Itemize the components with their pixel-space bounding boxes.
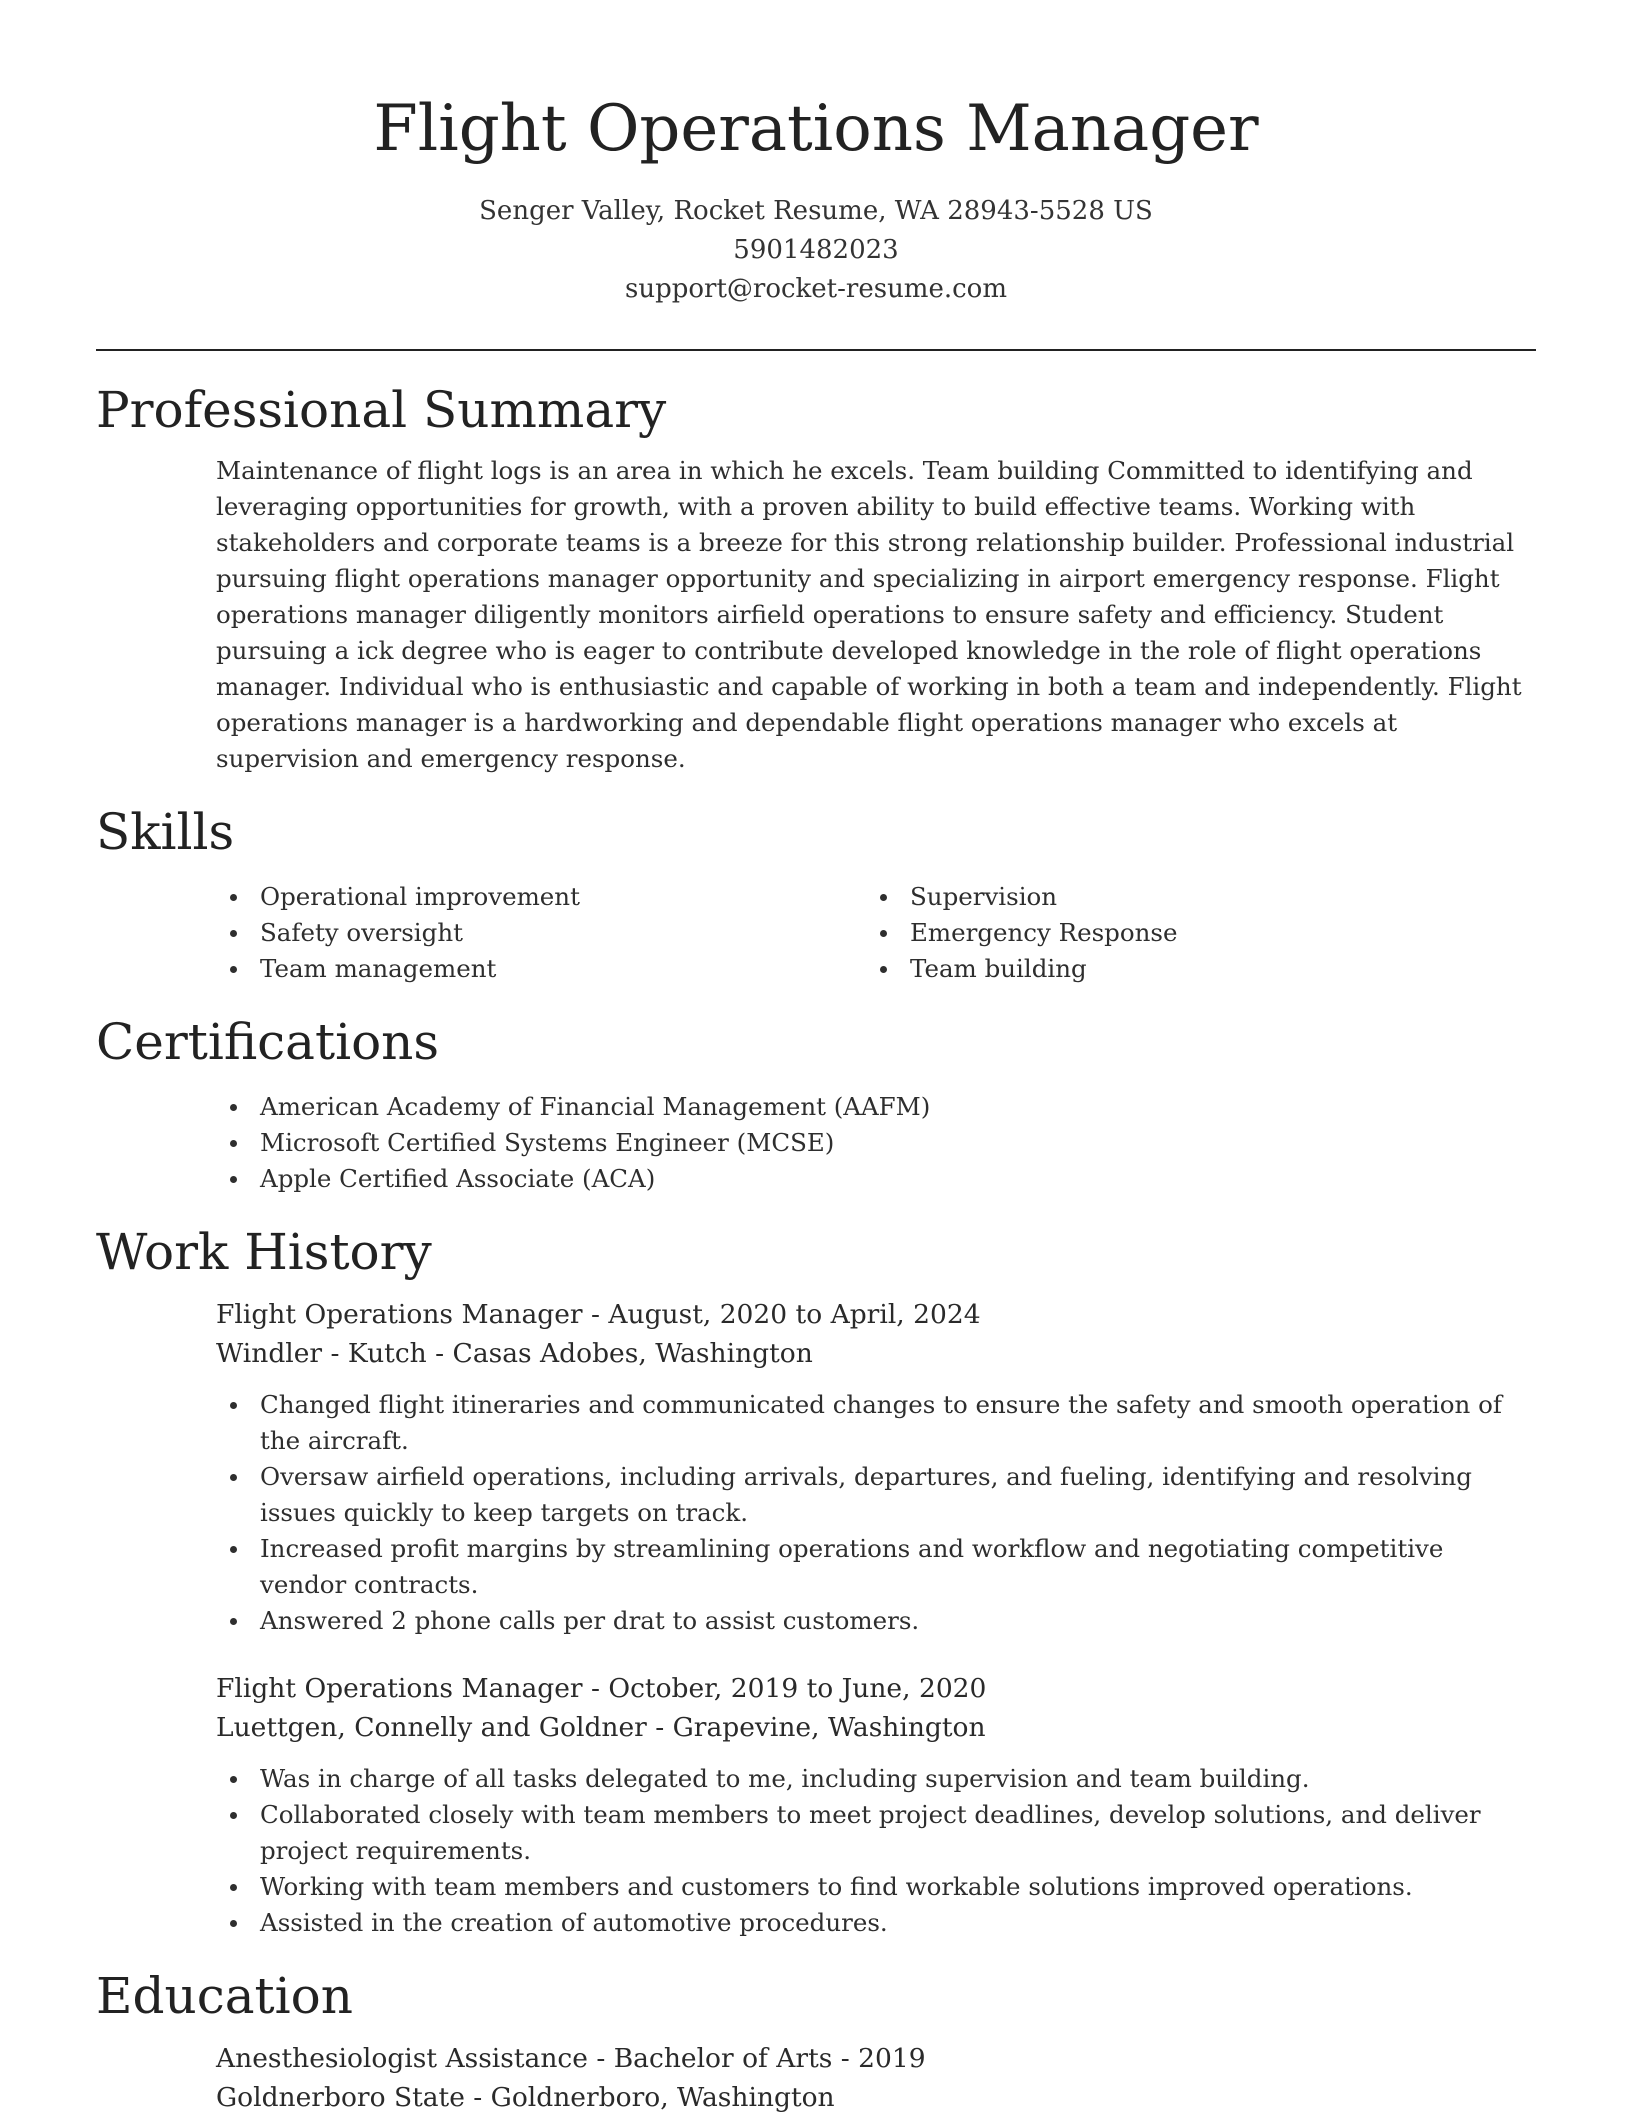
summary-section (96, 377, 1536, 777)
education-section (96, 1963, 1536, 2117)
job-employer: Luettgen, Connelly and Goldner - Grapevine, Washington (216, 1712, 986, 1743)
skills-right-column (866, 879, 1516, 987)
job-duties-list (216, 1387, 1536, 1639)
skills-columns (216, 879, 1536, 987)
job-entry (216, 1295, 1536, 1639)
job-duty-item: Oversaw airfield operations, including arrivals, departures, and fueling, identifying and resolving issues quickly to keep targets on track. (216, 1459, 1536, 1531)
certifications-section (96, 1009, 1536, 1197)
certification-item: Microsoft Certified Systems Engineer (MCSE) (216, 1125, 1536, 1161)
skills-section (96, 799, 1536, 987)
summary-heading: Professional Summary (96, 381, 667, 439)
header-divider (96, 349, 1536, 351)
job-duties-list (216, 1761, 1536, 1941)
email-text: support@rocket-resume.com (624, 274, 1007, 304)
certifications-list (216, 1089, 1536, 1197)
skill-item: Emergency Response (866, 915, 1516, 951)
job-heading: Flight Operations Manager - August, 2020 to April, 2024 (216, 1299, 981, 1330)
skill-item: Team management (216, 951, 866, 987)
education-heading: Education (96, 1967, 353, 2025)
job-employer: Windler - Kutch - Casas Adobes, Washington (216, 1338, 813, 1369)
address-text: Senger Valley, Rocket Resume, WA 28943-5528 US (479, 196, 1153, 226)
skill-item: Supervision (866, 879, 1516, 915)
resume-page (96, 0, 1536, 2117)
certification-item: Apple Certified Associate (ACA) (216, 1161, 1536, 1197)
candidate-name: Flight Operations Manager (373, 92, 1259, 166)
summary-text: Maintenance of flight logs is an area in which he excels. Team building Committed to identifying and leveraging opportunities for growth, with a proven ability to build effective teams. Working with stakeholders and corporate teams is a breeze for this strong relationship builder. Professional industrial pursuing flight operations manager opportunity and specializing in airport emergency response. Flight operations manager diligently monitors airfield operations to ensure safety and efficiency. Student pursuing a ick degree who is eager to contribute developed knowledge in the role of flight operations manager. Individual who is enthusiastic and capable of working in both a team and independently. Flight operations manager is a hardworking and dependable flight operations manager who excels at supervision and emergency response. (216, 456, 1522, 773)
skill-item: Operational improvement (216, 879, 866, 915)
job-duty-item: Was in charge of all tasks delegated to me, including supervision and team building. (216, 1761, 1536, 1797)
job-heading: Flight Operations Manager - October, 2019 to June, 2020 (216, 1673, 987, 1704)
job-duty-item: Increased profit margins by streamlining operations and workflow and negotiating competitive vendor contracts. (216, 1531, 1536, 1603)
skills-heading: Skills (96, 803, 235, 861)
education-degree: Anesthesiologist Assistance - Bachelor of Arts - 2019 (216, 2043, 926, 2074)
work-history-heading: Work History (96, 1223, 432, 1281)
job-duty-item: Working with team members and customers to find workable solutions improved operations. (216, 1869, 1536, 1905)
job-entry (216, 1669, 1536, 1941)
skill-item: Safety oversight (216, 915, 866, 951)
resume-header (96, 0, 1536, 309)
job-duty-item: Collaborated closely with team members to meet project deadlines, develop solutions, and deliver project requirements. (216, 1797, 1536, 1869)
phone-text: 5901482023 (733, 235, 899, 265)
work-history-section (96, 1219, 1536, 1941)
certification-item: American Academy of Financial Management (AAFM) (216, 1089, 1536, 1125)
education-school: Goldnerboro State - Goldnerboro, Washington (216, 2082, 835, 2113)
certifications-heading: Certifications (96, 1013, 440, 1071)
skill-item: Team building (866, 951, 1516, 987)
job-duty-item: Answered 2 phone calls per drat to assist customers. (216, 1603, 1536, 1639)
job-duty-item: Assisted in the creation of automotive procedures. (216, 1905, 1536, 1941)
education-entry (216, 2039, 1536, 2117)
job-duty-item: Changed flight itineraries and communicated changes to ensure the safety and smooth operation of the aircraft. (216, 1387, 1536, 1459)
contact-info (96, 192, 1536, 309)
skills-left-column (216, 879, 866, 987)
